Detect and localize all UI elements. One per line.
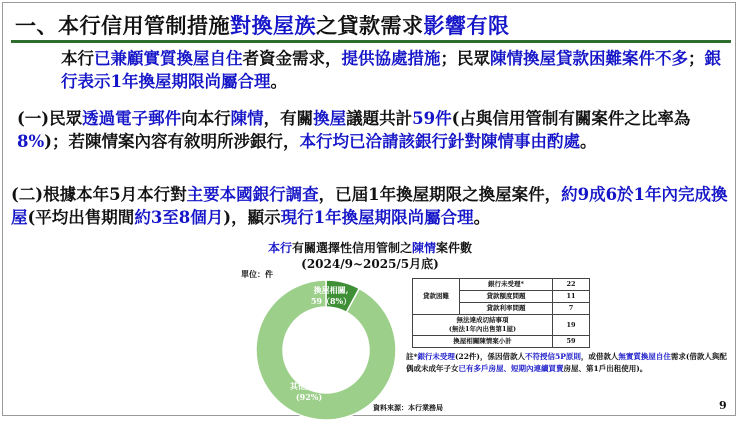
item1-text: (占與信用管制有關案件之比率為 <box>451 109 691 128</box>
footnote-text: ，或借款人 <box>580 352 619 361</box>
slide <box>2 2 736 416</box>
table-label-cell <box>413 315 553 336</box>
item2-text: (二)根據本年5月本行對 <box>11 185 187 204</box>
paragraph-item-2 <box>11 183 729 229</box>
table-group-cell: 貸款困難 <box>413 279 460 315</box>
title-part-1: 一、本行信用管制措施 <box>15 13 230 38</box>
title-part-4: 影響有限 <box>423 13 510 38</box>
item1-highlight: 透過電子郵件 <box>82 109 182 128</box>
page-number: 9 <box>719 399 727 412</box>
footnote-highlight: 無實質換屋自住 <box>618 352 671 361</box>
item1-text: 。 <box>579 132 597 151</box>
chart-title <box>3 239 737 256</box>
footnote-text: 房屋、第1戶出租使用)。 <box>563 364 648 373</box>
detail-table <box>412 278 590 348</box>
item1-highlight: 59件 <box>412 109 452 128</box>
item2-text: 。 <box>473 208 491 227</box>
table-label-line: 無法達成切結事項 <box>456 316 509 324</box>
table-value-cell: 19 <box>553 315 590 336</box>
chart-title-part: 本行 <box>267 241 292 255</box>
intro-text: 本行 <box>61 49 94 68</box>
item1-highlight: 陳情 <box>230 109 264 128</box>
chart-title-part: 陳情 <box>412 241 437 255</box>
intro-highlight: 陳情換屋貸款困難案件不多 <box>490 49 688 68</box>
table-label-cell: 銀行未受理* <box>460 279 553 291</box>
table-row <box>413 279 590 291</box>
table-value-cell: 22 <box>553 279 590 291</box>
item2-highlight: 主要本國銀行調查 <box>186 185 319 204</box>
item1-text: 議題共計 <box>346 109 413 128</box>
footnote <box>406 351 731 375</box>
footnote-text: 需求(借款人與配偶或未成年子女 <box>406 352 727 373</box>
source-note: 資料來源：本行業務局 <box>373 403 443 412</box>
title-part-2: 對換屋族 <box>230 13 316 38</box>
title-part-3: 之貸款需求 <box>316 13 424 38</box>
item2-highlight: 約9成6於1年內完成換屋 <box>11 185 728 227</box>
chart-title-part: 案件數 <box>436 241 473 255</box>
item1-highlight: 8% <box>17 132 45 151</box>
paragraph-intro <box>61 47 721 93</box>
donut-label-housing-value: 59（8%） <box>310 296 352 306</box>
table-row <box>413 315 590 336</box>
item1-text: ，有關 <box>263 109 314 128</box>
item1-text: )；若陳情案內容有敘明所涉銀行， <box>44 132 300 151</box>
item2-text: ，已屆1年換屋期限之換屋案件， <box>318 185 562 204</box>
donut-label-housing-name: 換屋相關, <box>313 285 349 295</box>
item2-highlight: 約3至8個月 <box>134 208 224 227</box>
table-total-value: 59 <box>553 336 590 348</box>
chart-title-part: 有關選擇性信用管制之 <box>291 241 412 255</box>
donut-label-other <box>279 381 339 403</box>
intro-highlight: 銀行表示1年換屋期限尚屬合理 <box>61 49 721 91</box>
paragraph-item-1 <box>17 107 727 153</box>
unit-label: 單位：件 <box>241 269 273 279</box>
item1-highlight: 本行均已洽請該銀行針對陳情事由酌處 <box>299 132 580 151</box>
item1-highlight: 換屋 <box>313 109 347 128</box>
table-total-label: 換屋相關陳情案小計 <box>413 336 553 348</box>
table-label-cell: 貸款額度問題 <box>460 291 553 303</box>
table-value-cell: 11 <box>553 291 590 303</box>
table-label-cell: 貸款利率問題 <box>460 303 553 315</box>
item2-highlight: 現行1年換屋期限尚屬合理 <box>280 208 474 227</box>
intro-text: ； <box>688 49 705 68</box>
title-divider <box>11 40 731 43</box>
table-value-cell: 7 <box>553 303 590 315</box>
table-label-line: (無法1年內出售第1屋) <box>448 325 517 333</box>
donut-label-housing <box>301 285 361 307</box>
intro-text: 者資金需求， <box>242 49 342 68</box>
item1-text: (一)民眾 <box>17 109 83 128</box>
intro-text: 。 <box>270 72 287 91</box>
footnote-highlight: 不符授信5P原則 <box>524 352 581 361</box>
footnote-text: 註* <box>406 352 418 361</box>
donut-label-other-pct: (92%) <box>295 392 323 402</box>
chart-period: (2024/9~2025/5月底) <box>301 257 439 271</box>
intro-highlight: 提供協處措施 <box>341 49 441 68</box>
intro-highlight: 已兼顧實質換屋自住 <box>94 49 243 68</box>
intro-text: ；民眾 <box>440 49 490 68</box>
footnote-text: (22件)，係因借款人 <box>454 352 525 361</box>
item1-text: 向本行 <box>181 109 231 128</box>
footnote-highlight: 銀行未受理 <box>417 352 455 361</box>
item2-text: )，顯示 <box>223 208 281 227</box>
footnote-highlight: 已有多戶房屋、短期內連續買賣 <box>458 364 564 373</box>
item2-text: (平均出售期間 <box>27 208 135 227</box>
page-title <box>15 10 510 40</box>
table-row <box>413 336 590 348</box>
donut-label-other-name: 其他, 689 <box>289 381 329 391</box>
